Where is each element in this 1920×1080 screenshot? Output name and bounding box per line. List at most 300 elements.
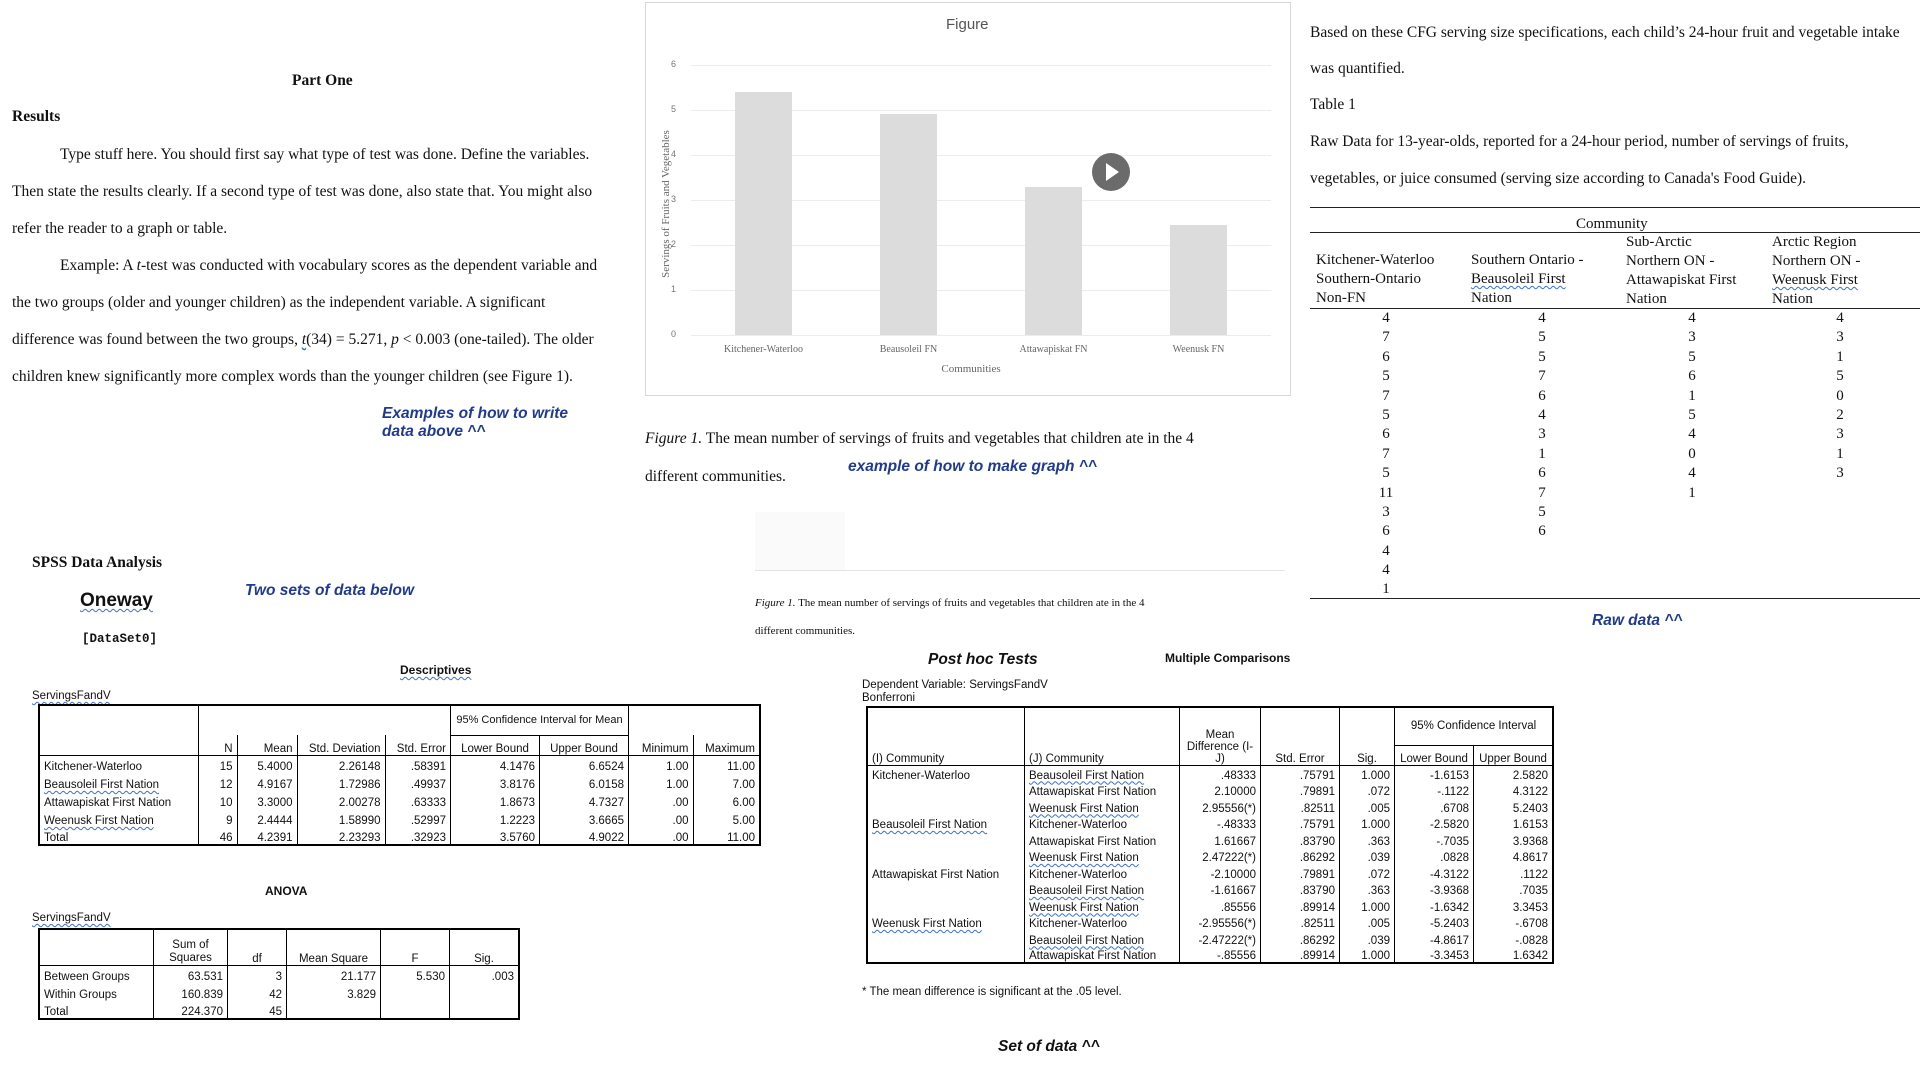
raw-value: 1 (1688, 387, 1696, 404)
y-tick-label: 6 (671, 59, 677, 69)
figure-caption-label: Figure 1. (645, 430, 703, 447)
desc-row-label: Beausoleil First Nation (39, 773, 199, 791)
desc-cell: .52997 (385, 809, 451, 827)
mc-footnote: * The mean difference is significant at the .05 level. (862, 986, 1122, 998)
raw-header-b-1: Southern Ontario - (1471, 252, 1584, 268)
results-line-3: refer the reader to a graph or table. (12, 220, 228, 237)
anova-var: ServingsFandV (32, 912, 111, 924)
y-tick-label: 4 (671, 149, 677, 159)
raw-value: 4 (1688, 465, 1696, 482)
mc-row (867, 897, 1553, 914)
mc-cell: .48333 (1180, 765, 1261, 782)
raw-value: 7 (1538, 368, 1546, 385)
descriptives-title: Descriptives (400, 663, 472, 677)
chart-x-axis-label: Communities (941, 363, 1001, 375)
mc-cell: 1.000 (1340, 897, 1395, 914)
raw-intro-line-1: Based on these CFG serving size specifications, each child’s 24-hour fruit and vegetable intake (1310, 24, 1900, 41)
mc-row (867, 914, 1553, 931)
desc-cell: 6.00 (732, 797, 755, 809)
desc-row-label: Attawapiskat First Nation (39, 791, 199, 809)
anova-row-label: Between Groups (39, 965, 154, 983)
table-bottom-rule (1310, 598, 1920, 599)
raw-value: 3 (1836, 426, 1844, 443)
raw-header-a-2: Northern ON - (1626, 253, 1715, 269)
results-line-4: Example: A t-test was conducted with vocabulary scores as the dependent variable and (60, 257, 598, 274)
set-of-data-note: Set of data ^^ (998, 1038, 1100, 1055)
raw-value: 3 (1836, 465, 1844, 482)
raw-value: 6 (1382, 426, 1390, 443)
mc-cell: .6708 (1395, 798, 1474, 815)
raw-value: 5 (1688, 406, 1696, 423)
desc-cell: .00 (629, 809, 694, 827)
mc-cell: -2.47222(*) (1180, 930, 1261, 947)
spss-title: SPSS Data Analysis (32, 554, 163, 571)
mc-cell: 4.3122 (1512, 786, 1548, 798)
anova-h-ss: Sum of Squares (154, 929, 228, 965)
bar-1 (735, 92, 792, 335)
raw-value: 4 (1688, 310, 1696, 326)
raw-value: 3 (1836, 329, 1844, 346)
mc-cell: .85556 (1180, 897, 1261, 914)
mc-cell: .0828 (1395, 848, 1474, 865)
two-sets-note: Two sets of data below (245, 582, 415, 599)
anova-cell (287, 1001, 381, 1019)
mc-h-sig: Sig. (1340, 707, 1395, 765)
raw-column-4 (1810, 309, 1870, 484)
desc-row-label: Weenusk First Nation (39, 809, 199, 827)
dataset-label: [DataSet0] (82, 632, 158, 646)
raw-value: 5 (1538, 503, 1546, 520)
results-line-2: Then state the results clearly. If a second type of test was done, also state that. You might also (12, 183, 593, 200)
desc-cell: 2.4444 (237, 809, 297, 827)
mc-cell: .75791 (1261, 765, 1340, 782)
raw-value: 6 (1538, 523, 1546, 540)
raw-header-a-4: Nation (1626, 291, 1667, 307)
raw-value: 1 (1836, 348, 1844, 365)
desc-cell: 4.9167 (237, 773, 297, 791)
desc-cell: 1.58990 (297, 809, 385, 827)
descriptives-row (39, 755, 760, 773)
mc-cell: .1122 (1520, 868, 1548, 881)
y-tick-label: 1 (671, 284, 677, 294)
raw-data-note: Raw data ^^ (1592, 612, 1683, 629)
mc-h-se: Std. Error (1261, 707, 1340, 765)
raw-header-a-3: Attawapiskat First (1626, 272, 1737, 288)
mc-cell: -2.10000 (1180, 864, 1261, 881)
mc-i-community: Kitchener-Waterloo (867, 765, 1025, 782)
desc-h-sd: Std. Deviation (297, 735, 385, 755)
anova-row (39, 983, 519, 1001)
mc-cell: 1.000 (1340, 947, 1395, 964)
mc-row (867, 765, 1553, 782)
raw-value: 5 (1836, 368, 1844, 385)
desc-cell: 2.00278 (297, 791, 385, 809)
anova-row (39, 1001, 519, 1019)
mc-cell: -.48333 (1180, 815, 1261, 832)
mc-cell: -.7035 (1395, 831, 1474, 848)
raw-value: 6 (1538, 387, 1546, 404)
mc-cell: .005 (1340, 914, 1395, 931)
raw-column-1 (1356, 309, 1416, 600)
desc-cell: .32923 (385, 827, 451, 845)
mc-j-community: Kitchener-Waterloo (1025, 914, 1180, 931)
raw-value: 4 (1538, 406, 1546, 423)
raw-header-w-1: Arctic Region (1772, 234, 1857, 250)
table-label: Table 1 (1310, 96, 1356, 113)
desc-cell: 6.0158 (540, 773, 629, 791)
mc-i-community (867, 897, 1025, 914)
x-category-label: Kitchener-Waterloo (724, 344, 803, 355)
mc-row (867, 864, 1553, 881)
desc-h-n: N (199, 735, 238, 755)
anova-cell: 21.177 (287, 965, 381, 983)
desc-row-label: Kitchener-Waterloo (39, 755, 199, 773)
anova-cell (381, 983, 450, 1001)
mc-cell: -2.95556(*) (1180, 914, 1261, 931)
y-tick-label: 0 (671, 329, 677, 339)
raw-value: 7 (1382, 445, 1390, 462)
desc-h-mean: Mean (237, 735, 297, 755)
mc-h-i: (I) Community (867, 707, 1025, 765)
mc-ci-header: 95% Confidence Interval (1395, 707, 1554, 745)
raw-column-2 (1512, 309, 1572, 542)
oneway-heading: Oneway (80, 590, 153, 611)
mc-j-community: Beausoleil First Nation (1025, 930, 1180, 947)
mc-cell: .75791 (1261, 815, 1340, 832)
desc-cell: 4.2391 (237, 827, 297, 845)
raw-value: 4 (1836, 310, 1844, 326)
small-caption-line-1 (755, 597, 1144, 609)
mc-cell: 1.000 (1340, 765, 1395, 782)
desc-h-se: Std. Error (385, 735, 451, 755)
anova-h-df: df (228, 929, 287, 965)
raw-value: 4 (1382, 562, 1390, 579)
desc-cell: .00 (629, 791, 694, 809)
mc-cell: .039 (1340, 930, 1395, 947)
raw-header-kw-1: Kitchener-Waterloo (1316, 252, 1435, 268)
mc-cell: .82511 (1261, 914, 1340, 931)
mc-cell: .363 (1340, 831, 1395, 848)
anova-cell: 5.530 (381, 965, 450, 983)
mc-j-community: Weenusk First Nation (1025, 848, 1180, 865)
mc-cell: -.85556 (1180, 947, 1261, 964)
desc-h-min: Minimum (629, 735, 694, 755)
play-button[interactable] (1092, 153, 1130, 191)
small-caption-label: Figure 1. (755, 597, 796, 609)
desc-ci-header: 95% Confidence Interval for Mean (451, 705, 629, 735)
mc-cell: .7035 (1519, 885, 1548, 897)
raw-value: 7 (1538, 484, 1546, 501)
raw-header-kw (1316, 251, 1434, 308)
mc-j-community: Weenusk First Nation (1025, 897, 1180, 914)
results-line-1: Type stuff here. You should first say what type of test was done. Define the variables. (60, 146, 590, 163)
method-label: Bonferroni (862, 692, 916, 704)
descriptives-row (39, 773, 760, 791)
desc-cell: 15 (199, 755, 238, 773)
figure-caption-line-1 (645, 430, 1194, 448)
desc-cell: 3.8176 (451, 773, 540, 791)
desc-cell: 11.00 (727, 832, 755, 844)
desc-cell: 4.9022 (540, 827, 629, 845)
descriptives-row (39, 791, 760, 809)
desc-cell: 6.6524 (540, 755, 629, 773)
community-header: Community (1576, 216, 1648, 232)
raw-value: 6 (1688, 368, 1696, 385)
anova-cell: 3 (228, 965, 287, 983)
anova-cell (450, 1001, 520, 1019)
mc-cell: .83790 (1261, 831, 1340, 848)
gridline (691, 335, 1271, 336)
mc-cell: -4.8617 (1395, 930, 1474, 947)
mc-cell: 2.47222(*) (1180, 848, 1261, 865)
descriptives-row (39, 827, 760, 845)
anova-cell: 224.370 (154, 1001, 228, 1019)
mc-cell: -5.2403 (1395, 914, 1474, 931)
mc-row (867, 815, 1553, 832)
raw-value: 0 (1836, 387, 1844, 404)
results-line-6: difference was found between the two groups, t(34) = 5.271, p < 0.003 (one-tailed). The older (12, 331, 594, 348)
raw-value: 1 (1836, 445, 1844, 462)
mc-j-community: Beausoleil First Nation (1025, 765, 1180, 782)
faint-block (755, 512, 845, 570)
raw-column-3 (1662, 309, 1722, 503)
multiple-comparisons-title: Multiple Comparisons (1165, 651, 1291, 665)
results-heading: Results (12, 108, 61, 125)
mc-cell: 1.6153 (1512, 819, 1548, 831)
raw-header-b-3: Nation (1471, 290, 1512, 306)
mc-cell: .83790 (1261, 881, 1340, 898)
anova-title: ANOVA (265, 884, 308, 898)
raw-header-kw-3: Non-FN (1316, 290, 1367, 306)
mc-cell: -1.6342 (1395, 897, 1474, 914)
mc-cell: .79891 (1261, 864, 1340, 881)
mc-cell: .072 (1340, 782, 1395, 799)
mc-i-community (867, 831, 1025, 848)
desc-cell: .49937 (385, 773, 451, 791)
desc-cell: .58391 (385, 755, 451, 773)
raw-value: 5 (1688, 348, 1696, 365)
mc-cell: 5.2403 (1512, 802, 1548, 815)
multiple-comparisons-table (866, 706, 1554, 964)
desc-cell: .00 (629, 827, 694, 845)
raw-header-attawapiskat (1626, 233, 1736, 309)
anova-table (38, 928, 520, 1020)
raw-value: 5 (1538, 329, 1546, 346)
raw-value: 7 (1382, 387, 1390, 404)
anova-cell: 3.829 (287, 983, 381, 1001)
play-icon (1106, 163, 1119, 181)
anova-cell (381, 1001, 450, 1019)
mc-cell: -.6708 (1515, 918, 1548, 930)
raw-value: 5 (1538, 348, 1546, 365)
desc-cell: 10 (199, 791, 238, 809)
mc-i-community: Attawapiskat First Nation (867, 864, 1025, 881)
x-category-label: Beausoleil FN (879, 344, 938, 355)
desc-cell: 5.00 (732, 815, 755, 827)
raw-header-w-3: Weenusk First (1772, 272, 1858, 288)
raw-value: 1 (1538, 445, 1546, 462)
mc-j-community: Attawapiskat First Nation (1025, 831, 1180, 848)
divider (755, 570, 1285, 571)
raw-header-w-2: Northern ON - (1772, 253, 1861, 269)
y-tick-label: 2 (671, 239, 677, 249)
chart-y-axis-label: Servings of Fruits and Vegetables (660, 130, 672, 278)
mc-row (867, 831, 1553, 848)
mc-j-community: Beausoleil First Nation (1025, 881, 1180, 898)
gridline (691, 65, 1271, 66)
raw-value: 1 (1382, 581, 1390, 598)
desc-cell: 3.3000 (237, 791, 297, 809)
small-caption-line-2: different communities. (755, 625, 855, 637)
mc-cell: .86292 (1261, 848, 1340, 865)
graph-note: example of how to make graph ^^ (848, 458, 1097, 475)
desc-cell: 12 (199, 773, 238, 791)
desc-cell: 9 (199, 809, 238, 827)
mc-j-community: Kitchener-Waterloo (1025, 864, 1180, 881)
raw-value: 3 (1538, 426, 1546, 443)
desc-h-max: Maximum (705, 742, 755, 755)
raw-header-w-4: Nation (1772, 291, 1813, 307)
mc-cell: .89914 (1261, 947, 1340, 964)
desc-cell: 4.7327 (540, 791, 629, 809)
mc-row (867, 930, 1553, 947)
raw-value: 5 (1382, 406, 1390, 423)
anova-h-sig: Sig. (474, 952, 494, 965)
chart-container (645, 2, 1291, 396)
anova-cell (450, 983, 520, 1001)
raw-value: 5 (1382, 368, 1390, 385)
desc-cell: 1.72986 (297, 773, 385, 791)
mc-cell: .363 (1340, 881, 1395, 898)
small-caption-text: The mean number of servings of fruits and vegetables that children ate in the 4 (795, 597, 1145, 609)
raw-value: 6 (1382, 348, 1390, 365)
anova-h-ms: Mean Square (287, 929, 381, 965)
raw-header-a-1: Sub-Arctic (1626, 234, 1692, 250)
mc-row (867, 848, 1553, 865)
raw-value: 6 (1538, 465, 1546, 482)
mc-row (867, 782, 1553, 799)
mc-row (867, 798, 1553, 815)
raw-value: 3 (1688, 329, 1696, 346)
raw-value: 4 (1382, 542, 1390, 559)
raw-value: 5 (1382, 465, 1390, 482)
desc-cell: 1.00 (629, 773, 694, 791)
descriptives-table (38, 704, 761, 846)
figure-caption-line-2: different communities. (645, 468, 786, 485)
mc-cell: -3.3453 (1395, 947, 1474, 964)
raw-value: 0 (1688, 445, 1696, 462)
raw-value: 6 (1382, 523, 1390, 540)
mc-h-lb: Lower Bound (1395, 745, 1474, 765)
table-top-rule (1310, 207, 1920, 208)
mc-cell: 1.61667 (1180, 831, 1261, 848)
mc-cell: -.1122 (1395, 782, 1474, 799)
dependent-variable: Dependent Variable: ServingsFandV (862, 679, 1048, 691)
raw-header-beausoleil (1471, 251, 1583, 308)
mc-i-community (867, 930, 1025, 947)
raw-value: 4 (1688, 426, 1696, 443)
raw-value: 2 (1836, 406, 1844, 423)
mc-row (867, 947, 1553, 964)
descriptives-var: ServingsFandV (32, 690, 111, 702)
mc-cell: 4.8617 (1512, 852, 1548, 864)
mc-cell: 3.3453 (1512, 901, 1548, 914)
desc-cell: .63333 (385, 791, 451, 809)
anova-cell: 45 (228, 1001, 287, 1019)
desc-cell: 5.4000 (237, 755, 297, 773)
anova-cell: .003 (491, 971, 514, 983)
mc-j-community: Attawapiskat First Nation (1025, 947, 1180, 964)
mc-cell: .79891 (1261, 782, 1340, 799)
mc-cell: 1.6342 (1512, 950, 1548, 962)
mc-h-j: (J) Community (1025, 707, 1180, 765)
anova-row (39, 965, 519, 983)
figure-caption-text: The mean number of servings of fruits and vegetables that children ate in the 4 (702, 430, 1194, 447)
desc-row-label: Total (39, 827, 199, 845)
mc-i-community: Weenusk First Nation (867, 914, 1025, 931)
anova-cell: 160.839 (154, 983, 228, 1001)
desc-h-lb: Lower Bound (451, 735, 540, 755)
bar-4 (1170, 225, 1227, 335)
x-category-label: Weenusk FN (1172, 344, 1225, 355)
anova-row-label: Within Groups (39, 983, 154, 1001)
mc-i-community (867, 782, 1025, 799)
desc-cell: 46 (199, 827, 238, 845)
mc-cell: -3.9368 (1395, 881, 1474, 898)
raw-value: 7 (1382, 329, 1390, 346)
mc-i-community: Beausoleil First Nation (867, 815, 1025, 832)
write-data-note: Examples of how to write data above ^^ (382, 405, 569, 440)
mc-cell: -2.5820 (1395, 815, 1474, 832)
mc-row (867, 881, 1553, 898)
descriptives-row (39, 809, 760, 827)
bar-3 (1025, 187, 1082, 336)
table-desc-line-1: Raw Data for 13-year-olds, reported for a 24-hour period, number of servings of fruits, (1310, 133, 1849, 150)
mc-i-community (867, 798, 1025, 815)
part-one-heading: Part One (292, 72, 353, 89)
mc-cell: 3.9368 (1512, 835, 1548, 848)
mc-cell: 2.95556(*) (1180, 798, 1261, 815)
raw-value: 3 (1382, 503, 1390, 520)
anova-h-f: F (381, 929, 450, 965)
raw-value: 1 (1688, 484, 1696, 501)
desc-cell: 7.00 (732, 779, 755, 791)
results-line-5: the two groups (older and younger children) as the independent variable. A significant (12, 294, 546, 311)
y-tick-label: 3 (671, 194, 677, 204)
results-line-7: children knew significantly more complex words than the younger children (see Figure 1). (12, 368, 573, 385)
mc-cell: -1.6153 (1395, 765, 1474, 782)
mc-i-community (867, 881, 1025, 898)
raw-value: 4 (1382, 310, 1390, 326)
mc-i-community (867, 947, 1025, 964)
desc-cell: 2.26148 (297, 755, 385, 773)
mc-cell: .86292 (1261, 930, 1340, 947)
desc-cell: 3.5760 (451, 827, 540, 845)
desc-cell: 3.6665 (540, 809, 629, 827)
mc-cell: .039 (1340, 848, 1395, 865)
mc-cell: 2.5820 (1512, 769, 1548, 782)
anova-cell: 42 (228, 983, 287, 1001)
mc-h-diff: Mean Difference (I-J) (1180, 707, 1261, 765)
mc-j-community: Weenusk First Nation (1025, 798, 1180, 815)
raw-header-weenusk (1772, 233, 1860, 309)
mc-cell: -1.61667 (1180, 881, 1261, 898)
bar-2 (880, 114, 937, 335)
desc-cell: 1.00 (629, 755, 694, 773)
desc-cell: 1.8673 (451, 791, 540, 809)
raw-intro-line-2: was quantified. (1310, 60, 1405, 77)
mc-cell: -4.3122 (1395, 864, 1474, 881)
